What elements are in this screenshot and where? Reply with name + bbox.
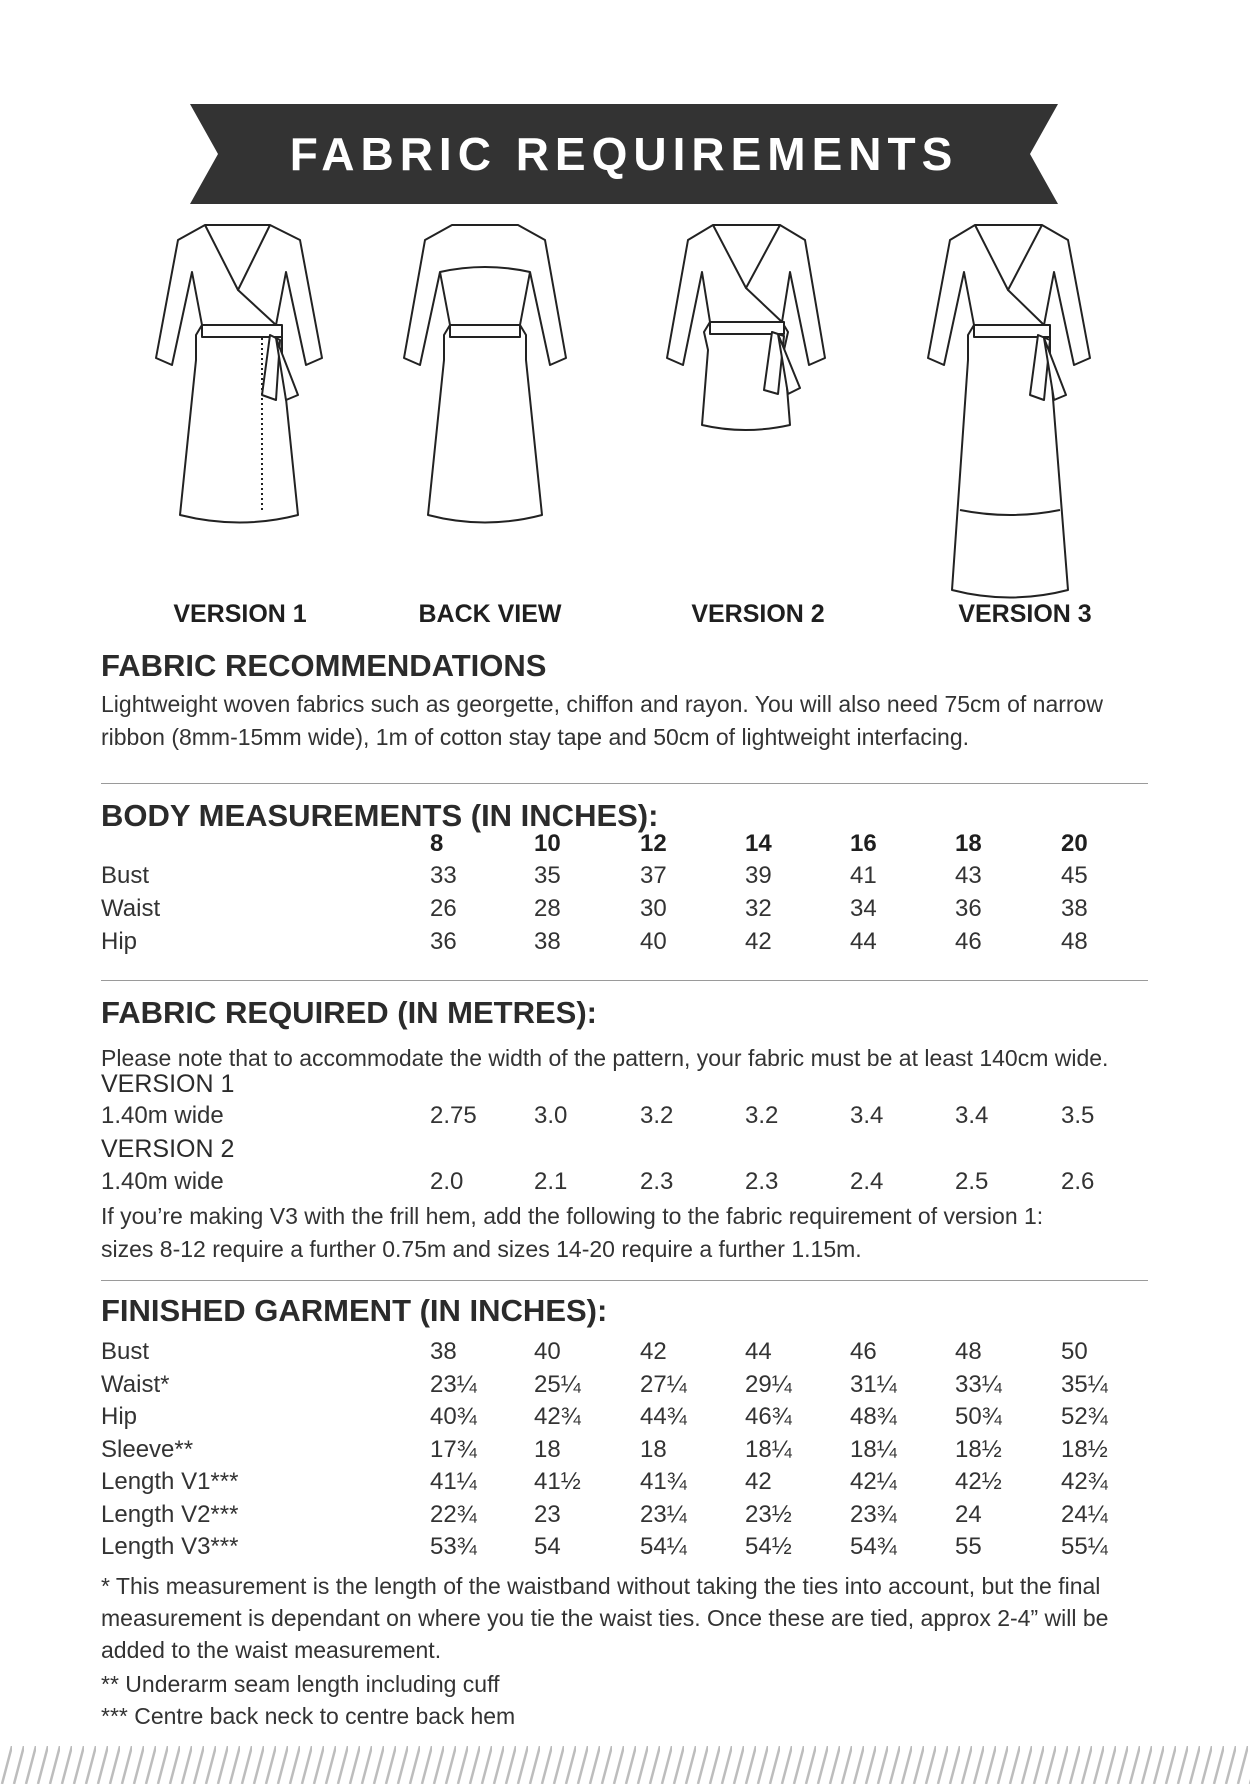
table-cell: 39 [745,862,772,889]
table-cell: 3.2 [640,1102,674,1129]
table-row [101,1102,1161,1135]
garment-illustrations [0,210,1250,610]
top-version-2-illustration [667,225,825,430]
table-cell: 23½ [745,1501,792,1528]
recommendations-line-2: ribbon (8mm-15mm wide), 1m of cotton stay tape and 50cm of lightweight interfacing. [101,724,970,750]
table-cell: 17¾ [430,1436,477,1463]
table-cell: 41¾ [640,1468,687,1495]
finished-garment-title: FINISHED GARMENT (IN INCHES): [101,1293,608,1328]
decorative-stripe-border [0,1746,1250,1784]
table-cell: 42¾ [534,1403,581,1430]
table-cell: 2.75 [430,1102,477,1129]
version-1-subheading: VERSION 1 [101,1070,235,1098]
table-cell: 2.4 [850,1168,884,1195]
table-cell: 23¼ [640,1501,687,1528]
table-cell: 35 [534,862,561,889]
table-cell: 53¾ [430,1533,477,1560]
table-cell: 45 [1061,862,1088,889]
body-measurements-title: BODY MEASUREMENTS (IN INCHES): [101,798,659,833]
table-cell: 18¼ [850,1436,897,1463]
table-cell: 3.0 [534,1102,568,1129]
table-cell: 29¼ [745,1371,792,1398]
row-label: Sleeve** [101,1436,194,1463]
table-row [101,1436,1161,1469]
footnote-waist-line-3: added to the waist measurement. [101,1637,442,1663]
table-cell: 18½ [955,1436,1002,1463]
table-cell: 48¾ [850,1403,897,1430]
row-label: Length V2*** [101,1501,239,1528]
table-row [101,862,1161,895]
table-cell: 55¼ [1061,1533,1108,1560]
table-row [101,1403,1161,1436]
footnote-sleeve: ** Underarm seam length including cuff [101,1671,500,1697]
table-cell: 36 [955,895,982,922]
table-cell: 43 [955,862,982,889]
table-cell: 18 [640,1436,667,1463]
table-cell: 40¾ [430,1403,477,1430]
table-row [101,928,1161,961]
table-cell: 42¾ [1061,1468,1108,1495]
table-cell: 44¾ [640,1403,687,1430]
size-header: 16 [850,830,877,857]
divider [101,1280,1148,1281]
table-cell: 52¾ [1061,1403,1108,1430]
table-cell: 3.4 [850,1102,884,1129]
table-cell: 40 [534,1338,561,1365]
title-banner [190,104,1058,204]
size-header: 12 [640,830,667,857]
footnote-waist-line-1: * This measurement is the length of the waistband without taking the ties into account, but the final [101,1573,1101,1599]
table-cell: 42 [745,1468,772,1495]
size-header: 14 [745,830,772,857]
recommendations-title: FABRIC RECOMMENDATIONS [101,648,547,683]
table-cell: 41 [850,862,877,889]
table-cell: 33¼ [955,1371,1002,1398]
table-row [101,895,1161,928]
row-label: Waist* [101,1371,170,1398]
table-cell: 38 [534,928,561,955]
table-cell: 22¾ [430,1501,477,1528]
version-2-subheading: VERSION 2 [101,1135,235,1163]
table-cell: 54½ [745,1533,792,1560]
table-cell: 40 [640,928,667,955]
row-label: 1.40m wide [101,1168,224,1195]
table-cell: 2.6 [1061,1168,1095,1195]
table-row [101,1168,1161,1201]
table-row [101,1533,1161,1566]
table-cell: 38 [1061,895,1088,922]
label-version-1: VERSION 1 [173,600,307,628]
table-cell: 42 [640,1338,667,1365]
table-cell: 18½ [1061,1436,1108,1463]
table-row [101,1338,1161,1371]
row-label: Length V3*** [101,1533,239,1560]
table-cell: 50 [1061,1338,1088,1365]
table-cell: 55 [955,1533,982,1560]
table-cell: 42 [745,928,772,955]
table-cell: 36 [430,928,457,955]
table-cell: 2.5 [955,1168,989,1195]
label-back-view: BACK VIEW [418,600,562,628]
table-cell: 50¾ [955,1403,1002,1430]
label-version-3: VERSION 3 [958,600,1092,628]
table-cell: 2.1 [534,1168,568,1195]
table-row [101,1371,1161,1404]
table-cell: 34 [850,895,877,922]
size-header: 10 [534,830,561,857]
frill-note-line-2: sizes 8-12 require a further 0.75m and sizes 14-20 require a further 1.15m. [101,1236,862,1262]
dress-version-1-illustration [156,225,322,523]
table-cell: 26 [430,895,457,922]
table-cell: 31¼ [850,1371,897,1398]
table-cell: 42½ [955,1468,1002,1495]
size-header: 20 [1061,830,1088,857]
table-cell: 2.0 [430,1168,464,1195]
table-cell: 28 [534,895,561,922]
recommendations-line-1: Lightweight woven fabrics such as georgette, chiffon and rayon. You will also need 75cm of narrow [101,691,1103,717]
table-cell: 35¼ [1061,1371,1108,1398]
table-cell: 32 [745,895,772,922]
fabric-required-title: FABRIC REQUIRED (IN METRES): [101,995,597,1030]
table-cell: 2.3 [640,1168,674,1195]
row-label: 1.40m wide [101,1102,224,1129]
table-cell: 46 [850,1338,877,1365]
table-row [101,1501,1161,1534]
table-cell: 18 [534,1436,561,1463]
table-cell: 48 [1061,928,1088,955]
table-cell: 3.5 [1061,1102,1095,1129]
page-title: FABRIC REQUIREMENTS [289,128,959,180]
row-label: Bust [101,1338,150,1365]
row-label: Bust [101,862,150,889]
table-cell: 46 [955,928,982,955]
size-header-row [101,830,1161,863]
table-cell: 23¾ [850,1501,897,1528]
label-version-2: VERSION 2 [691,600,825,628]
divider [101,980,1148,981]
row-label: Hip [101,928,138,955]
table-cell: 24 [955,1501,982,1528]
table-cell: 54¾ [850,1533,897,1560]
table-cell: 23 [534,1501,561,1528]
table-cell: 27¼ [640,1371,687,1398]
footnote-length: *** Centre back neck to centre back hem [101,1703,516,1729]
table-row [101,1468,1161,1501]
table-cell: 3.4 [955,1102,989,1129]
table-cell: 38 [430,1338,457,1365]
dress-version-3-illustration [928,225,1090,598]
table-cell: 33 [430,862,457,889]
table-cell: 54 [534,1533,561,1560]
fabric-width-note: Please note that to accommodate the width of the pattern, your fabric must be at least 140cm wide. [101,1045,1109,1071]
table-cell: 18¼ [745,1436,792,1463]
frill-note-line-1: If you’re making V3 with the frill hem, add the following to the fabric requirement of version 1: [101,1203,1044,1229]
table-cell: 37 [640,862,667,889]
table-cell: 24¼ [1061,1501,1108,1528]
divider [101,783,1148,784]
table-cell: 44 [850,928,877,955]
table-cell: 23¼ [430,1371,477,1398]
table-cell: 41½ [534,1468,581,1495]
footnote-waist-line-2: measurement is dependant on where you tie the waist ties. Once these are tied, approx 2-4” will be [101,1605,1109,1631]
row-label: Waist [101,895,161,922]
table-cell: 41¼ [430,1468,477,1495]
table-cell: 46¾ [745,1403,792,1430]
row-label: Hip [101,1403,138,1430]
table-cell: 42¼ [850,1468,897,1495]
table-cell: 44 [745,1338,772,1365]
size-header: 18 [955,830,982,857]
table-cell: 3.2 [745,1102,779,1129]
row-label: Length V1*** [101,1468,239,1495]
dress-back-view-illustration [404,225,566,523]
table-cell: 25¼ [534,1371,581,1398]
table-cell: 2.3 [745,1168,779,1195]
table-cell: 30 [640,895,667,922]
size-header: 8 [430,830,444,857]
table-cell: 54¼ [640,1533,687,1560]
table-cell: 48 [955,1338,982,1365]
